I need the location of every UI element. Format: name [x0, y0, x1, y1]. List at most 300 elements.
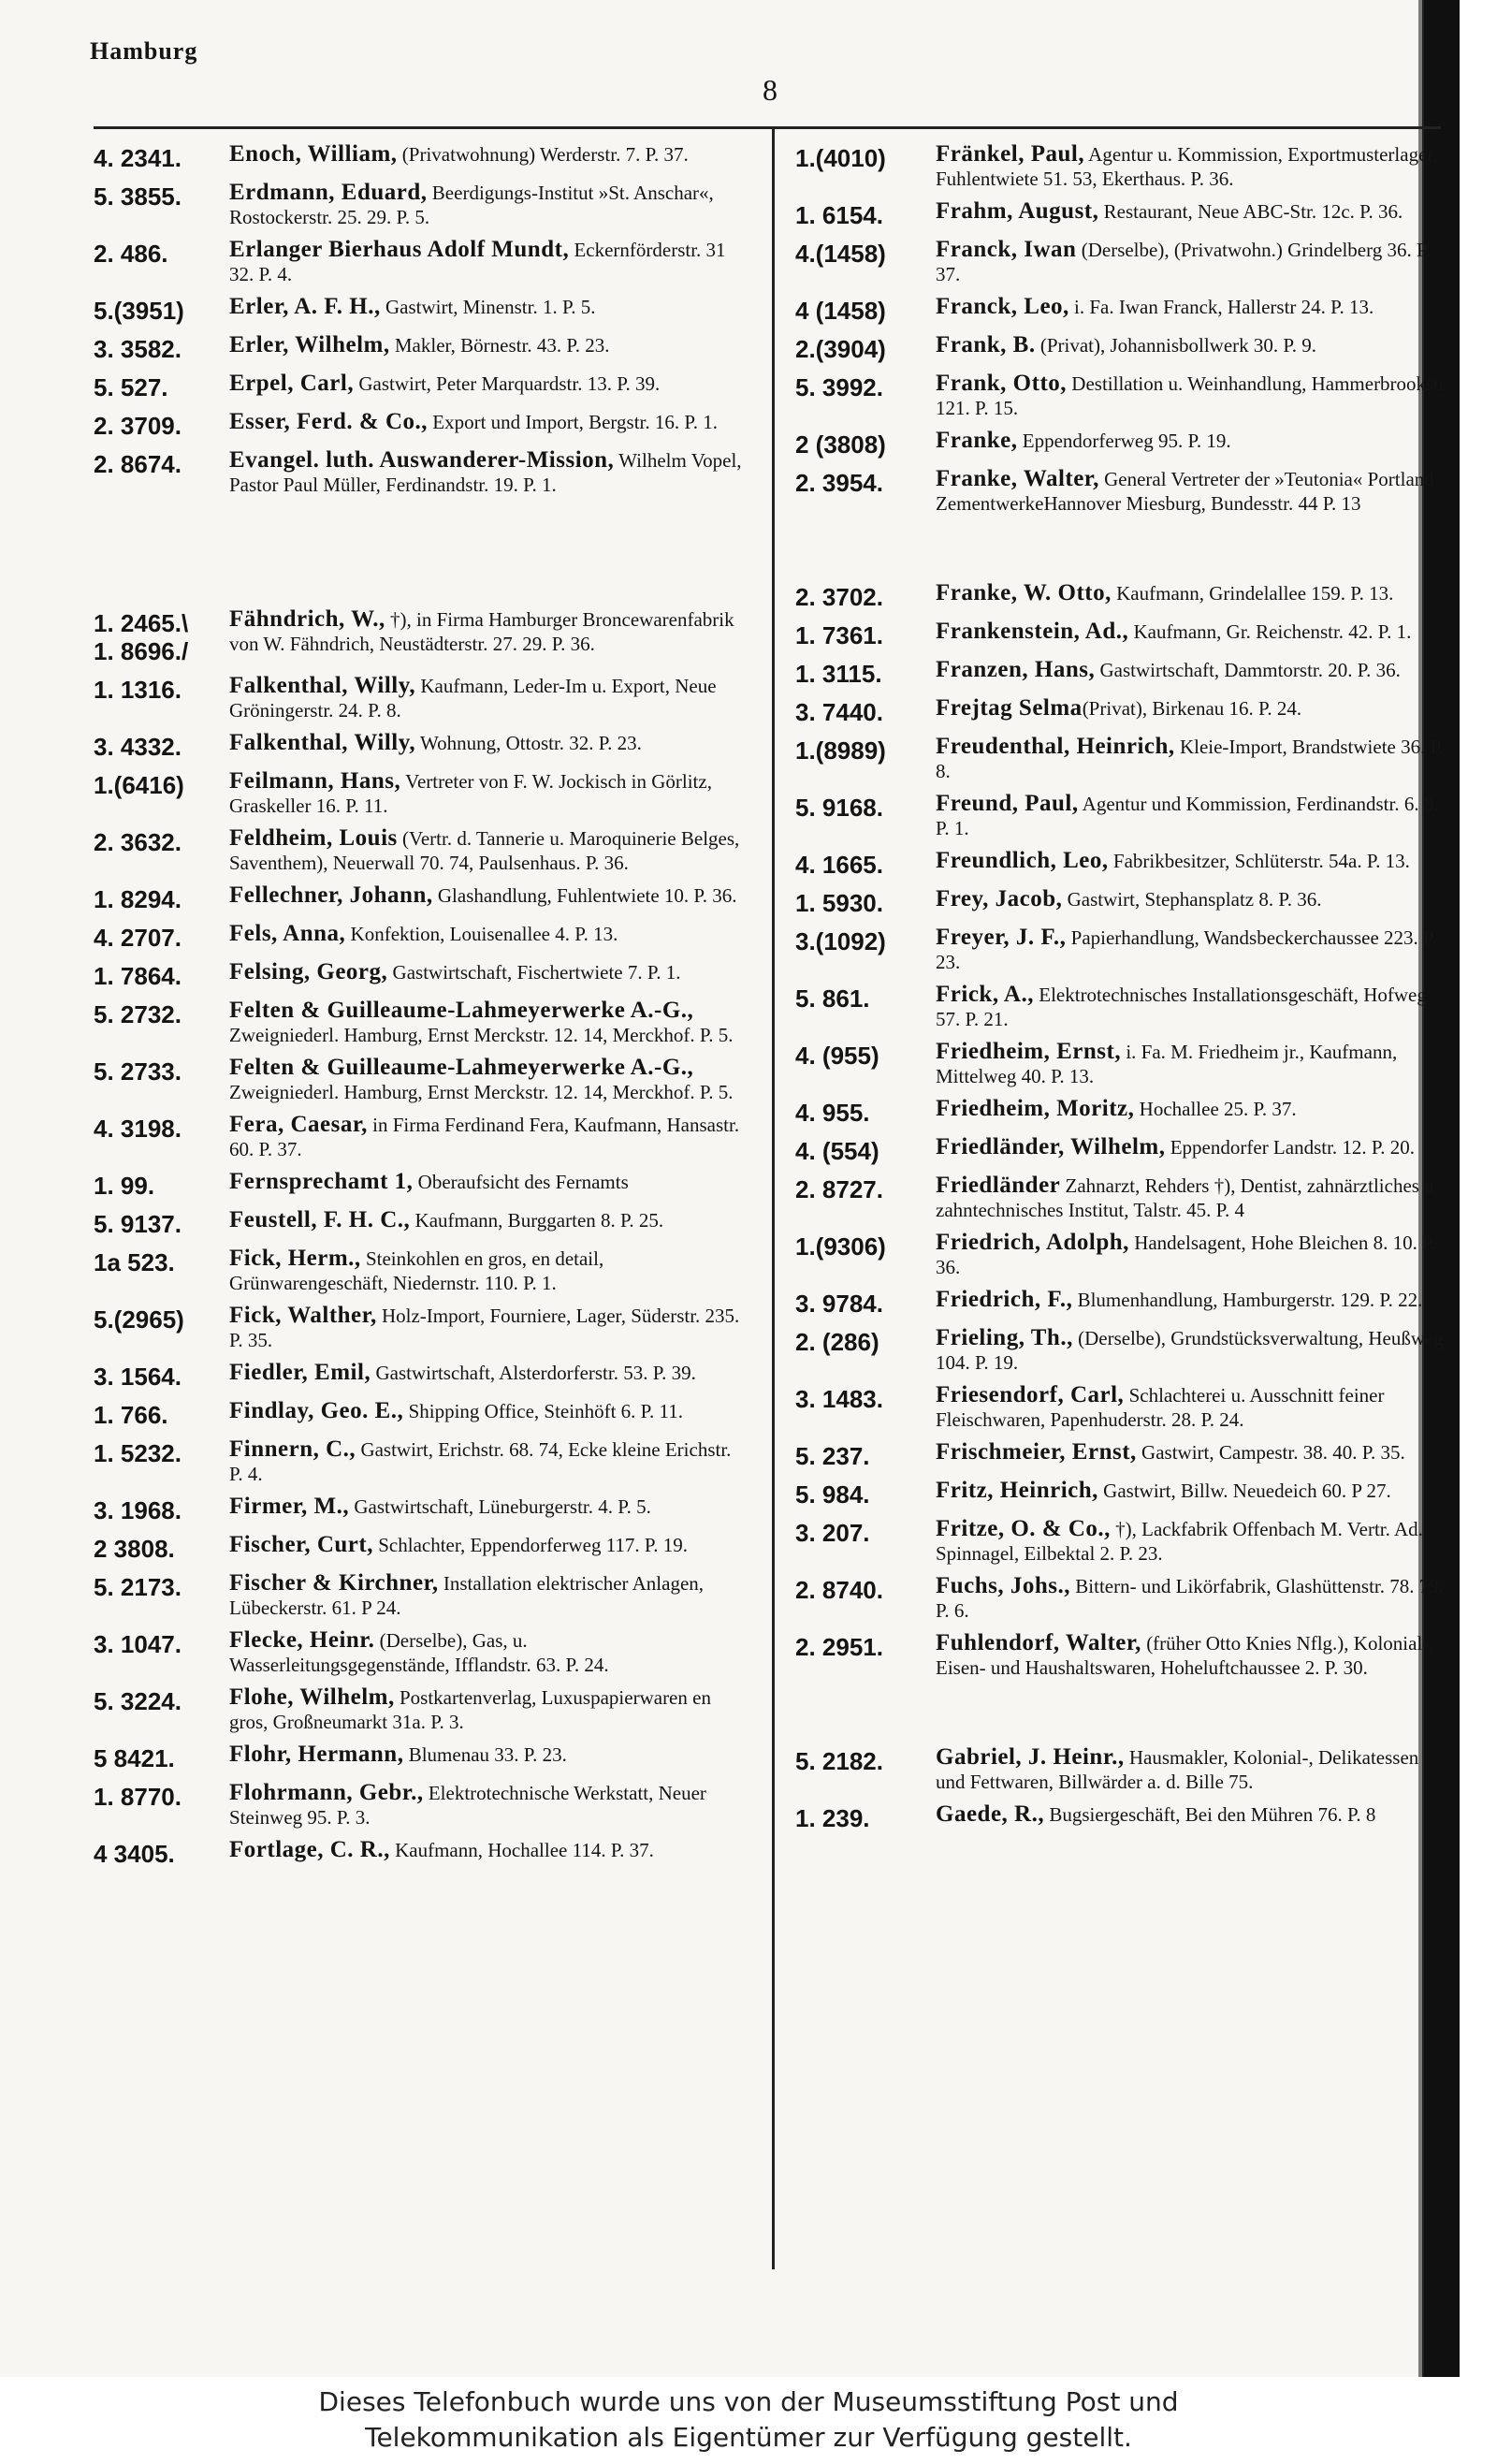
- directory-entry: [795, 1288, 1450, 1318]
- subscriber-details: Eppendorfer Landstr. 12. P. 20.: [1165, 1136, 1416, 1159]
- subscriber-details: Bittern- und Likörfabrik, Glashüttenstr. 78. 79. P. 6.: [936, 1575, 1444, 1622]
- directory-entry: [94, 826, 748, 875]
- phone-number: 1. 8770.: [94, 1783, 182, 1811]
- phone-number: 1. 7864.: [94, 962, 182, 990]
- directory-entry: [94, 999, 748, 1047]
- entry-text: [229, 1361, 748, 1385]
- phone-number: 3. 1483.: [795, 1385, 883, 1413]
- subscriber-details: Export und Import, Bergstr. 16. P. 1.: [428, 411, 718, 433]
- subscriber-details: Gastwirtschaft, Dammtorstr. 20. P. 36.: [1095, 659, 1401, 681]
- directory-entry: [795, 199, 1450, 229]
- subscriber-details: i. Fa. M. Friedheim jr., Kaufmann, Mittelweg 40. P. 13.: [936, 1041, 1398, 1087]
- entry-text: [229, 1399, 748, 1423]
- entry-text: [229, 1838, 748, 1862]
- subscriber-details: Kaufmann, Gr. Reichenstr. 42. P. 1.: [1128, 620, 1412, 643]
- directory-entry: [94, 295, 748, 325]
- subscriber-details: Handelsagent, Hohe Bleichen 8. 10. P. 36.: [936, 1232, 1436, 1278]
- subscriber-name: Franzen, Hans,: [936, 657, 1096, 682]
- subscriber-name: Findlay, Geo. E.,: [229, 1398, 404, 1423]
- subscriber-details: Gastwirtschaft, Fischertwiete 7. P. 1.: [387, 961, 681, 984]
- entry-text: [936, 238, 1450, 286]
- subscriber-name: Gaede, R.,: [936, 1801, 1045, 1827]
- directory-entry: [795, 1574, 1450, 1623]
- subscriber-name: Gabriel, J. Heinr.,: [936, 1744, 1125, 1770]
- entry-text: [229, 999, 748, 1047]
- entry-text: [936, 581, 1450, 605]
- phone-number: 2 (3808): [795, 430, 886, 459]
- entry-text: [936, 142, 1450, 191]
- subscriber-details: i. Fa. Iwan Franck, Hallerstr 24. P. 13.: [1068, 296, 1374, 318]
- subscriber-name: Fick, Herm.,: [229, 1246, 361, 1271]
- entry-text: [229, 410, 748, 434]
- entry-text: [229, 1685, 748, 1734]
- subscriber-details: Vertreter von F. W. Jockisch in Görlitz, Graskeller 16. P. 11.: [229, 770, 712, 817]
- phone-number: 3. 1968.: [94, 1496, 182, 1524]
- subscriber-name: Felten & Guilleaume-Lahmeyerwerke A.-G.,: [229, 1055, 694, 1080]
- directory-entry: [795, 1517, 1450, 1566]
- phone-number: 1.(4010): [795, 144, 886, 172]
- subscriber-name: Friedrich, Adolph,: [936, 1230, 1129, 1255]
- entry-text: [229, 1628, 748, 1677]
- subscriber-name: Friedländer: [936, 1173, 1061, 1198]
- subscriber-name: Fuhlendorf, Walter,: [936, 1630, 1141, 1655]
- subscriber-details: Agentur und Kommission, Ferdinandstr. 6. 8. P. 1.: [936, 793, 1439, 839]
- directory-entry: [795, 1326, 1450, 1375]
- directory-entry: [795, 238, 1450, 286]
- subscriber-name: Friedheim, Ernst,: [936, 1039, 1122, 1064]
- subscriber-details: Eckernförderstr. 31 32. P. 4.: [229, 239, 726, 285]
- subscriber-details: (Derselbe), (Privatwohn.) Grindelberg 36. P. 37.: [936, 239, 1431, 285]
- subscriber-name: Feilmann, Hans,: [229, 768, 401, 794]
- entry-text: [936, 1040, 1450, 1088]
- subscriber-name: Feustell, F. H. C.,: [229, 1207, 411, 1232]
- phone-number: 2. 2951.: [795, 1633, 883, 1661]
- directory-entry: [795, 1631, 1450, 1680]
- subscriber-details: Blumenhandlung, Hamburgerstr. 129. P. 22.: [1072, 1289, 1423, 1311]
- subscriber-details: Kaufmann, Hochallee 114. P. 37.: [389, 1839, 654, 1861]
- entry-text: [936, 735, 1450, 783]
- directory-entry: [94, 1781, 748, 1830]
- subscriber-details: Gastwirt, Billw. Neuedeich 60. P 27.: [1097, 1480, 1391, 1502]
- phone-number: 5. 9168.: [795, 794, 883, 822]
- subscriber-name: Frankenstein, Ad.,: [936, 619, 1129, 644]
- entry-text: [936, 333, 1450, 357]
- entry-text: [936, 887, 1450, 911]
- entry-text: [936, 1097, 1450, 1121]
- subscriber-details: Destillation u. Weinhandlung, Hammerbrookstr. 121. P. 15.: [936, 372, 1450, 419]
- directory-entry: [94, 238, 748, 286]
- phone-number: 5. 3992.: [795, 373, 883, 401]
- subscriber-details: Kaufmann, Grindelallee 159. P. 13.: [1111, 582, 1394, 605]
- subscriber-details: Zweigniederl. Hamburg, Ernst Merckstr. 12. 14, Merckhof. P. 5.: [229, 1024, 734, 1046]
- subscriber-name: Erler, A. F. H.,: [229, 294, 381, 319]
- subscriber-details: Konfektion, Louisenallee 4. P. 13.: [345, 923, 618, 945]
- directory-entry: [94, 333, 748, 363]
- phone-number: 1. 5232.: [94, 1439, 182, 1467]
- directory-entry: [795, 658, 1450, 688]
- subscriber-name: Finnern, C.,: [229, 1436, 356, 1462]
- subscriber-name: Freundlich, Leo,: [936, 848, 1109, 873]
- phone-number: 1. 239.: [795, 1804, 870, 1832]
- subscriber-name: Feldheim, Louis: [229, 825, 398, 851]
- directory-entry: [795, 295, 1450, 325]
- subscriber-name: Freudenthal, Heinrich,: [936, 734, 1175, 759]
- entry-text: [229, 295, 748, 319]
- subscriber-details: Eppendorferweg 95. P. 19.: [1017, 430, 1231, 452]
- phone-number: 1. 6154.: [795, 201, 883, 229]
- entry-text: [936, 1440, 1450, 1465]
- phone-number: 2 3808.: [94, 1535, 175, 1563]
- directory-entry: [94, 731, 748, 761]
- entry-text: [229, 1304, 748, 1352]
- entry-text: [936, 1288, 1450, 1312]
- subscriber-details: Beerdigungs-Institut »St. Anschar«, Rostockerstr. 25. 29. P. 5.: [229, 182, 714, 228]
- directory-entry: [795, 1383, 1450, 1432]
- subscriber-name: Frieling, Th.,: [936, 1325, 1073, 1350]
- phone-number: 1. 766.: [94, 1401, 168, 1429]
- subscriber-details: Zweigniederl. Hamburg, Ernst Merckstr. 12. 14, Merckhof. P. 5.: [229, 1081, 734, 1103]
- subscriber-name: Frischmeier, Ernst,: [936, 1439, 1137, 1465]
- subscriber-name: Fernsprechamt 1,: [229, 1169, 414, 1194]
- subscriber-details: (Privat), Birkenau 16. P. 24.: [1082, 697, 1302, 720]
- phone-number: 5. 2733.: [94, 1057, 182, 1086]
- footer-notice: [0, 2377, 1497, 2464]
- phone-number: 1a 523.: [94, 1248, 175, 1276]
- entry-text: [936, 1479, 1450, 1503]
- subscriber-details: Gastwirt, Stephansplatz 8. P. 36.: [1062, 888, 1322, 911]
- phone-number: 4. 2707.: [94, 924, 182, 952]
- directory-entry: [795, 1097, 1450, 1127]
- subscriber-name: Fritze, O. & Co.,: [936, 1516, 1111, 1541]
- subscriber-details: Gastwirt, Peter Marquardstr. 13. P. 39.: [354, 372, 661, 395]
- entry-text: [936, 1517, 1450, 1566]
- entry-text: [229, 238, 748, 286]
- subscriber-name: Flohrmann, Gebr.,: [229, 1780, 424, 1805]
- phone-number: 1. 7361.: [795, 621, 883, 649]
- subscriber-name: Erpel, Carl,: [229, 371, 355, 396]
- directory-entry: [795, 1440, 1450, 1470]
- subscriber-name: Falkenthal, Willy,: [229, 673, 416, 698]
- directory-entry: [94, 1056, 748, 1104]
- phone-number: 4. (554): [795, 1137, 879, 1165]
- subscriber-details: Installation elektrischer Anlagen, Lübeckerstr. 61. P 24.: [229, 1572, 705, 1619]
- entry-text: [936, 1383, 1450, 1432]
- phone-number: 2. 3702.: [795, 583, 883, 611]
- phone-number: 2. 486.: [94, 240, 168, 268]
- entry-text: [936, 620, 1450, 644]
- subscriber-name: Friedheim, Moritz,: [936, 1096, 1135, 1121]
- directory-entry: [94, 142, 748, 172]
- phone-number: 4. 2341.: [94, 144, 182, 172]
- subscriber-details: †), Lackfabrik Offenbach M. Vertr. Ad. Spinnagel, Eilbektal 2. P. 23.: [936, 1518, 1423, 1565]
- phone-number: 5. 3855.: [94, 182, 182, 211]
- entry-text: [229, 826, 748, 875]
- entry-text: [229, 1208, 748, 1232]
- subscriber-details: Wilhelm Vopel, Pastor Paul Müller, Ferdinandstr. 19. P. 1.: [229, 449, 742, 496]
- phone-number: 5. 237.: [795, 1442, 870, 1470]
- directory-entry: [94, 1113, 748, 1161]
- phone-number: 4.(1458): [795, 240, 886, 268]
- subscriber-details: General Vertreter der »Teutonia« Portland ZementwerkeHannover Miesburg, Bundesstr. 44 P. 13: [936, 468, 1434, 515]
- subscriber-details: Makler, Börnestr. 43. P. 23.: [389, 334, 610, 357]
- phone-number: 2.(3904): [795, 335, 886, 363]
- subscriber-name: Friedrich, F.,: [936, 1287, 1073, 1312]
- phone-number: 1. 2465.\ 1. 8696./: [94, 609, 189, 665]
- phone-number: 5. 2732.: [94, 1000, 182, 1028]
- subscriber-details: Kleie-Import, Brandstwiete 36. P. 8.: [936, 736, 1445, 782]
- subscriber-name: Erlanger Bierhaus Adolf Mundt,: [229, 237, 570, 262]
- directory-entry: [94, 448, 748, 497]
- entry-text: [229, 883, 748, 908]
- phone-number: 3. 9784.: [795, 1290, 883, 1318]
- entry-text: [229, 769, 748, 818]
- phone-number: 3.(1092): [795, 927, 886, 955]
- directory-entry: [795, 1174, 1450, 1222]
- entry-text: [229, 1494, 748, 1519]
- subscriber-name: Erler, Wilhelm,: [229, 332, 390, 357]
- left-column: [94, 142, 748, 1876]
- phone-number: 4. 955.: [795, 1099, 870, 1127]
- directory-entry: [795, 696, 1450, 726]
- subscriber-name: Fränkel, Paul,: [936, 141, 1085, 167]
- subscriber-name: Felsing, Georg,: [229, 959, 388, 984]
- subscriber-name: Franck, Iwan: [936, 237, 1077, 262]
- entry-text: [936, 372, 1450, 420]
- entry-text: [229, 1056, 748, 1104]
- directory-entry: [795, 735, 1450, 783]
- phone-number: 5. 984.: [795, 1480, 870, 1509]
- subscriber-name: Friedländer, Wilhelm,: [936, 1134, 1166, 1159]
- directory-entry: [94, 1742, 748, 1772]
- subscriber-name: Frick, A.,: [936, 982, 1034, 1007]
- entry-text: [936, 1174, 1450, 1222]
- directory-entry: [795, 1802, 1450, 1832]
- directory-entry: [94, 1247, 748, 1295]
- directory-entry: [795, 1135, 1450, 1165]
- entry-text: [229, 142, 748, 167]
- subscriber-name: Fähndrich, W.,: [229, 606, 385, 632]
- phone-number: 2. 3954.: [795, 469, 883, 497]
- directory-entry: [795, 467, 1450, 516]
- entry-text: [229, 922, 748, 946]
- entry-text: [936, 658, 1450, 682]
- phone-number: 3. 1564.: [94, 1363, 182, 1391]
- phone-number: 5. 2173.: [94, 1573, 182, 1601]
- subscriber-details: (Privat), Johannisbollwerk 30. P. 9.: [1035, 334, 1317, 357]
- directory-entry: [94, 1838, 748, 1868]
- phone-number: 3. 7440.: [795, 698, 883, 726]
- phone-number: 1. 1316.: [94, 676, 182, 704]
- subscriber-name: Freund, Paul,: [936, 791, 1079, 816]
- directory-entry: [795, 887, 1450, 917]
- phone-number: 2. 3709.: [94, 412, 182, 440]
- phone-number: 1. 8294.: [94, 885, 182, 913]
- phone-number: 1.(6416): [94, 771, 184, 799]
- subscriber-details: in Firma Ferdinand Fera, Kaufmann, Hansastr. 60. P. 37.: [229, 1114, 740, 1160]
- entry-text: [936, 983, 1450, 1031]
- directory-entry: [795, 1745, 1450, 1794]
- phone-number: 3. 3582.: [94, 335, 182, 363]
- entry-text: [936, 1231, 1450, 1279]
- phone-number: 2. (286): [795, 1328, 879, 1356]
- subscriber-name: Fischer & Kirchner,: [229, 1570, 439, 1596]
- directory-entry: [94, 1685, 748, 1734]
- directory-entry: [795, 1479, 1450, 1509]
- directory-entry: [94, 372, 748, 401]
- phone-number: 5 8421.: [94, 1744, 175, 1772]
- phone-number: 5. 2182.: [795, 1747, 883, 1775]
- subscriber-details: Bugsiergeschäft, Bei den Mühren 76. P. 8: [1044, 1803, 1376, 1826]
- entry-text: [936, 467, 1450, 516]
- subscriber-details: Gastwirt, Minenstr. 1. P. 5.: [380, 296, 596, 318]
- subscriber-name: Flecke, Heinr.: [229, 1627, 375, 1653]
- phone-number: 1. 5930.: [795, 889, 883, 917]
- subscriber-details: Gastwirt, Erichstr. 68. 74, Ecke kleine Erichstr. P. 4.: [229, 1438, 732, 1485]
- subscriber-name: Evangel. luth. Auswanderer-Mission,: [229, 447, 615, 473]
- subscriber-name: Friesendorf, Carl,: [936, 1382, 1125, 1407]
- phone-number: 2. 8674.: [94, 450, 182, 478]
- directory-entry: [795, 792, 1450, 840]
- entry-text: [936, 1574, 1450, 1623]
- entry-text: [229, 1170, 748, 1194]
- entry-text: [229, 1571, 748, 1620]
- subscriber-details: (Privatwohnung) Werderstr. 7. P. 37.: [397, 143, 689, 166]
- directory-entry: [795, 581, 1450, 611]
- directory-entry: [94, 1208, 748, 1238]
- subscriber-name: Frank, Otto,: [936, 371, 1068, 396]
- subscriber-name: Erdmann, Eduard,: [229, 180, 428, 205]
- entry-text: [229, 1247, 748, 1295]
- entry-text: [229, 1742, 748, 1767]
- phone-number: 4. (955): [795, 1042, 879, 1070]
- entry-text: [229, 674, 748, 722]
- entry-text: [229, 448, 748, 497]
- directory-entry: [94, 1494, 748, 1524]
- subscriber-details: Gastwirtschaft, Lüneburgerstr. 4. P. 5.: [349, 1495, 651, 1518]
- entry-text: [229, 1437, 748, 1486]
- directory-entry: [795, 1040, 1450, 1088]
- directory-entry: [795, 142, 1450, 191]
- entry-text: [936, 1745, 1450, 1794]
- subscriber-details: Oberaufsicht des Fernamts: [413, 1171, 629, 1193]
- phone-number: 1. 3115.: [795, 660, 882, 688]
- subscriber-name: Frahm, August,: [936, 198, 1099, 224]
- directory-entry: [795, 1231, 1450, 1279]
- subscriber-name: Flohr, Hermann,: [229, 1742, 404, 1767]
- phone-number: 1.(9306): [795, 1232, 886, 1261]
- entry-text: [936, 1326, 1450, 1375]
- entry-text: [229, 181, 748, 229]
- directory-entry: [795, 849, 1450, 879]
- subscriber-details: †), in Firma Hamburger Broncewarenfabrik von W. Fähndrich, Neustädterstr. 27. 29. P. 36.: [229, 608, 734, 655]
- phone-number: 5.(3951): [94, 297, 184, 325]
- directory-entry: [94, 922, 748, 952]
- footer-line-1: Dieses Telefonbuch wurde uns von der Museumsstiftung Post und: [318, 2386, 1179, 2417]
- phone-number: 3. 4332.: [94, 733, 182, 761]
- entry-text: [936, 696, 1450, 721]
- entry-text: [229, 1533, 748, 1557]
- phone-number: 3. 1047.: [94, 1630, 182, 1658]
- subscriber-name: Frank, B.: [936, 332, 1036, 357]
- subscriber-name: Fritz, Heinrich,: [936, 1478, 1098, 1503]
- phone-number: 5.(2965): [94, 1305, 184, 1334]
- directory-entry: [94, 1437, 748, 1486]
- subscriber-details: Shipping Office, Steinhöft 6. P. 11.: [403, 1400, 683, 1422]
- entry-text: [229, 333, 748, 357]
- subscriber-details: Postkartenverlag, Luxuspapierwaren en gros, Großneumarkt 31a. P. 3.: [229, 1686, 711, 1733]
- subscriber-details: Kaufmann, Burggarten 8. P. 25.: [410, 1209, 664, 1232]
- directory-entry: [94, 1304, 748, 1352]
- subscriber-details: Hochallee 25. P. 37.: [1134, 1098, 1297, 1120]
- subscriber-details: (Derselbe), Grundstücksverwaltung, Heußweg 104. P. 19.: [936, 1327, 1444, 1374]
- subscriber-name: Falkenthal, Willy,: [229, 730, 416, 755]
- subscriber-name: Felten & Guilleaume-Lahmeyerwerke A.-G.,: [229, 998, 694, 1023]
- subscriber-details: (Derselbe), Gas, u. Wasserleitungsgegenstände, Ifflandstr. 63. P. 24.: [229, 1629, 609, 1676]
- subscriber-name: Franke, Walter,: [936, 466, 1099, 491]
- subscriber-name: Fuchs, Johs.,: [936, 1573, 1071, 1598]
- entry-text: [936, 792, 1450, 840]
- subscriber-details: Steinkohlen en gros, en detail, Grünwarengeschäft, Niedernstr. 110. P. 1.: [229, 1247, 604, 1294]
- phone-number: 4 (1458): [795, 297, 886, 325]
- directory-entry: [94, 1399, 748, 1429]
- subscriber-name: Fiedler, Emil,: [229, 1360, 371, 1385]
- subscriber-details: Elektrotechnisches Installationsgeschäft, Hofweg 57. P. 21.: [936, 984, 1427, 1030]
- subscriber-name: Fortlage, C. R.,: [229, 1837, 390, 1862]
- subscriber-details: Schlachterei u. Ausschnitt feiner Fleischwaren, Papenhuderstr. 28. P. 24.: [936, 1384, 1385, 1431]
- phone-number: 5. 861.: [795, 984, 870, 1013]
- subscriber-details: Zahnarzt, Rehders †), Dentist, zahnärztliches u zahntechnisches Institut, Talstr. 45. P. 4: [936, 1174, 1434, 1221]
- right-column: [795, 142, 1450, 1841]
- entry-text: [936, 1631, 1450, 1680]
- entry-text: [229, 607, 748, 656]
- directory-entry: [94, 769, 748, 818]
- subscriber-details: Papierhandlung, Wandsbeckerchaussee 223. P. 23.: [936, 926, 1437, 973]
- directory-entry: [94, 1533, 748, 1563]
- directory-entry: [795, 372, 1450, 420]
- directory-entry: [94, 1170, 748, 1200]
- header-rule: [94, 126, 1441, 129]
- entry-text: [229, 372, 748, 396]
- phone-number: 5. 527.: [94, 373, 168, 401]
- subscriber-name: Fick, Walther,: [229, 1303, 377, 1328]
- phone-number: 5. 3224.: [94, 1687, 182, 1715]
- entry-text: [936, 849, 1450, 873]
- subscriber-details: Kaufmann, Leder-Im u. Export, Neue Gröningerstr. 24. P. 8.: [229, 675, 717, 722]
- entry-text: [936, 295, 1450, 319]
- subscriber-details: (Vertr. d. Tannerie u. Maroquinerie Belges, Saventhem), Neuerwall 70. 74, Paulsenhaus. P. 36.: [229, 827, 740, 874]
- entry-text: [936, 199, 1450, 224]
- phone-number: 1. 99.: [94, 1172, 155, 1200]
- subscriber-details: Schlachter, Eppendorferweg 117. P. 19.: [372, 1534, 689, 1556]
- subscriber-details: Gastwirtschaft, Alsterdorferstr. 53. P. 39.: [371, 1362, 696, 1384]
- subscriber-name: Fellechner, Johann,: [229, 882, 433, 908]
- directory-entry: [94, 960, 748, 990]
- directory-entry: [94, 1628, 748, 1677]
- subscriber-name: Enoch, William,: [229, 141, 398, 167]
- subscriber-name: Flohe, Wilhelm,: [229, 1684, 395, 1710]
- directory-entry: [94, 181, 748, 229]
- directory-entry: [94, 1571, 748, 1620]
- phone-number: 5. 9137.: [94, 1210, 182, 1238]
- phone-number: 1.(8989): [795, 736, 886, 765]
- directory-entry: [795, 429, 1450, 459]
- footer-line-2: Telekommunikation als Eigentümer zur Verfügung gestellt.: [365, 2422, 1132, 2453]
- subscriber-details: (früher Otto Knies Nflg.), Kolonial-, Eisen- und Haushaltswaren, Hoheluftchaussee 2. P. 30.: [936, 1632, 1434, 1679]
- subscriber-details: Elektrotechnische Werkstatt, Neuer Steinweg 95. P. 3.: [229, 1782, 706, 1829]
- subscriber-name: Fels, Anna,: [229, 921, 346, 946]
- page-number: 8: [763, 73, 778, 107]
- directory-entry: [795, 620, 1450, 649]
